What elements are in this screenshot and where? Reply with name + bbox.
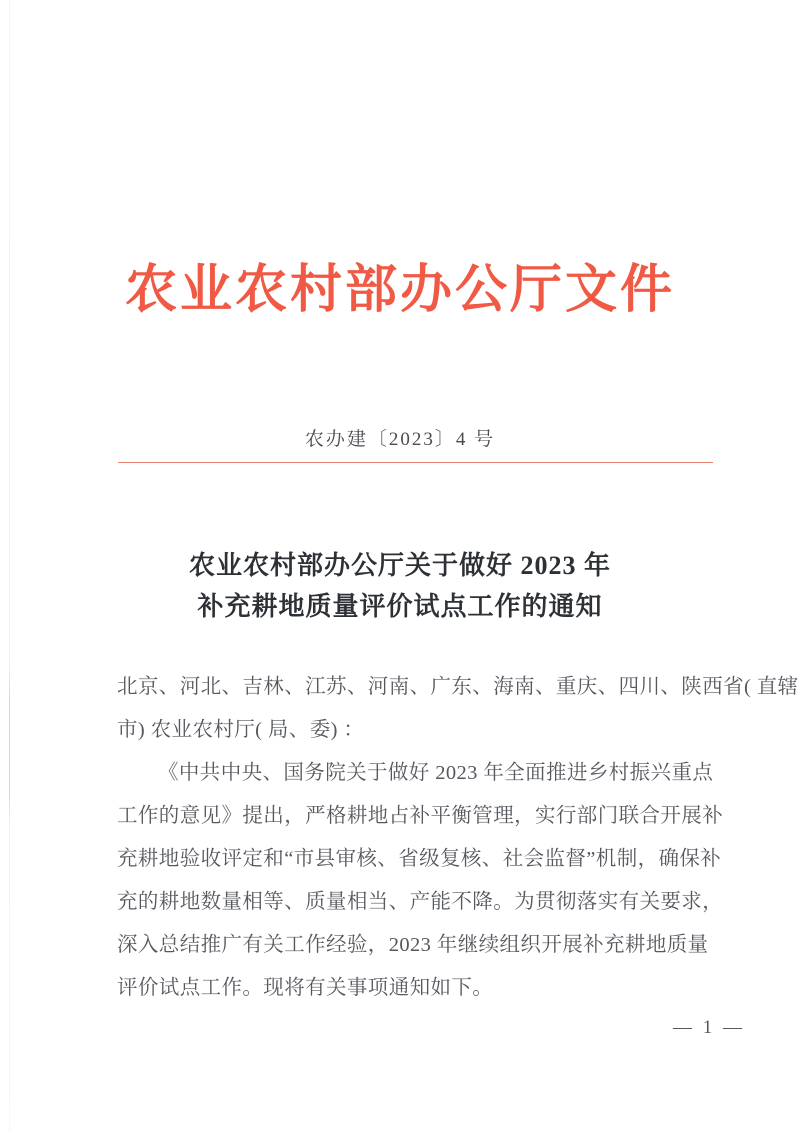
body-paragraph-line-4: 充的耕地数量相等、质量相当、产能不降。为贯彻落实有关要求， [117, 891, 724, 913]
document-serial-number: 农办建〔2023〕4 号 [304, 429, 496, 450]
page-title-line-1: 农业农村部办公厅关于做好 2023 年 [188, 551, 611, 580]
body-paragraph-line-6: 评价试点工作。现将有关事项通知如下。 [117, 977, 494, 999]
page-number: — 1 — [673, 1017, 745, 1038]
red-separator-rule [118, 462, 713, 463]
page-title [0, 545, 800, 627]
body-paragraph-line-3: 充耕地验收评定和“市县审核、省级复核、社会监督”机制，确保补 [117, 848, 722, 870]
body-paragraph-line-2: 工作的意见》提出，严格耕地占补平衡管理，实行部门联合开展补 [117, 805, 724, 827]
body-paragraph-line-1: 《中共中央、国务院关于做好 2023 年全面推进乡村振兴重点 [158, 762, 714, 784]
body-paragraph-line-5: 深入总结推广有关工作经验，2023 年继续组织开展补充耕地质量 [117, 934, 709, 956]
page-title-line-2: 补充耕地质量评价试点工作的通知 [197, 592, 603, 621]
masthead-title: 农业农村部办公厅文件 [124, 262, 675, 319]
body-text [117, 666, 799, 1010]
recipient-line-1: 北京、河北、吉林、江苏、河南、广东、海南、重庆、四川、陕西省( 直辖 [117, 676, 799, 698]
recipient-line-2: 市) 农业农村厅( 局、委) ： [117, 719, 365, 741]
